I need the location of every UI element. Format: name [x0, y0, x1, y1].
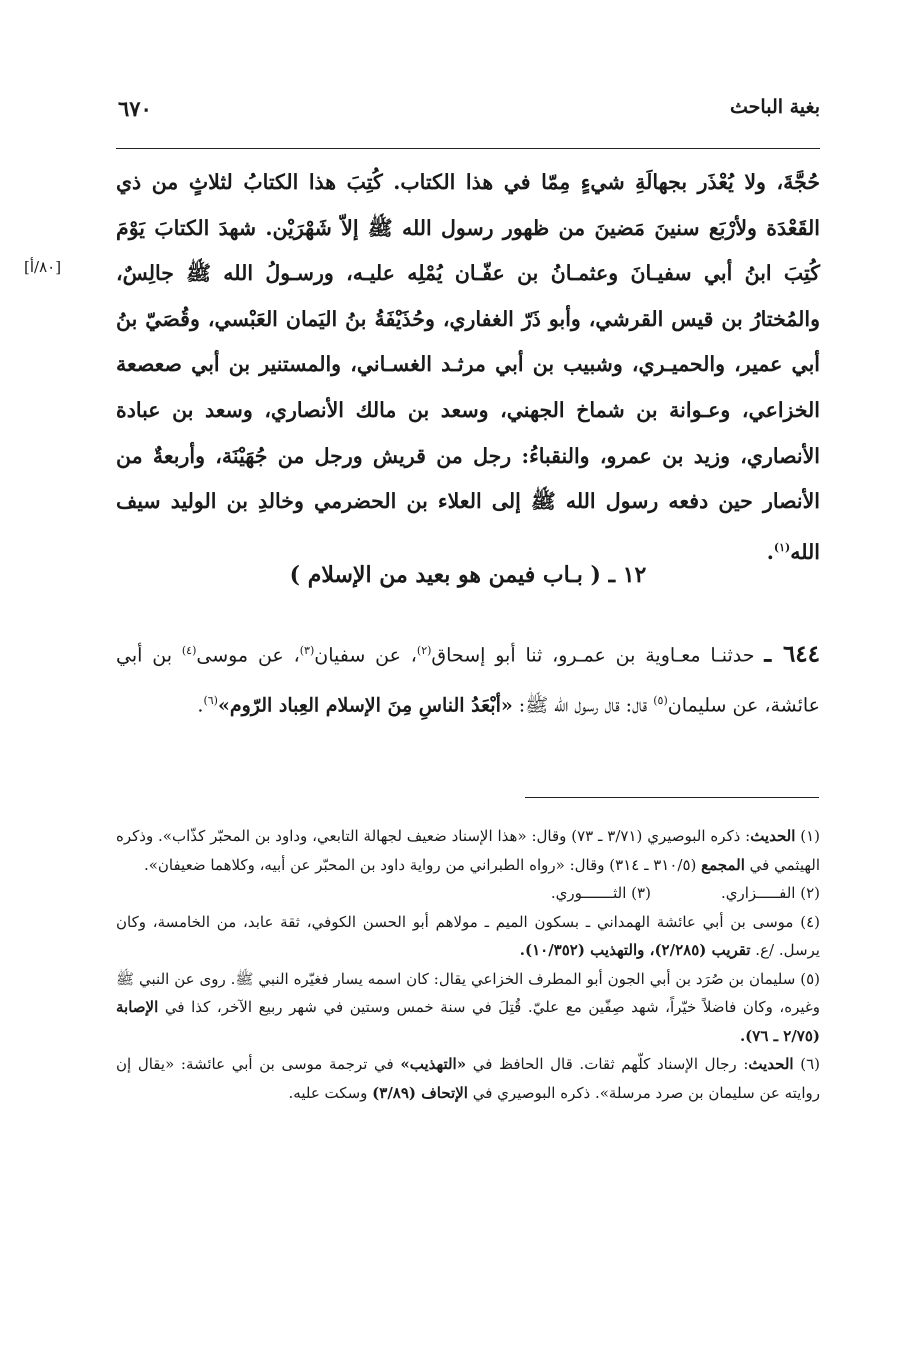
footnote-1-number: (١) [795, 827, 820, 845]
footnote-marker-4: (٤) [181, 644, 197, 657]
footnote-6-text-end: وسكت عليه. [288, 1083, 373, 1102]
footnote-6-source-2: الإتحاف (٣/٨٩) [372, 1083, 468, 1102]
footnote-1-keyword: الحديث [750, 827, 796, 845]
page-number: ٦٧٠ [118, 96, 152, 121]
footnote-2-3-row [116, 879, 820, 908]
margin-folio-reference: [٨٠/أ] [24, 258, 62, 276]
footnote-marker-2: (٢) [416, 644, 432, 657]
footnote-rule [525, 797, 819, 798]
hadith-end: . [197, 694, 204, 717]
body-text [116, 160, 820, 575]
footnote-1-text-end: (٣١٠/٥ ـ ٣١٤) وقال: «رواه الطبراني من رواية داود بن المحبّر عن أبيه، وكلاهما ضعيفان». [143, 855, 702, 874]
footnote-1 [116, 822, 820, 879]
hadith-chain-3: ، عن موسى [196, 644, 300, 667]
footnote-1-source: المجمع [701, 855, 745, 874]
footnote-3: (٣) الثـــــــوري. [550, 884, 651, 902]
footnote-marker-5: (٥) [653, 694, 668, 708]
hadith-chain-2: ، عن سفيان [314, 644, 417, 667]
hadith-number: ٦٤٤ ـ [764, 640, 820, 668]
body-paragraph: حُجَّةَ، ولا يُعْذَر بجهالَةِ شيءٍ مِمّا في هذا الكتاب. كُتِبَ هذا الكتابُ لثلاثٍ من ذي القَعْدَة ولأرْبَع سنينَ مَضينَ من ظهور رسول الله ﷺ إلاّ شَهْرَيْن. شهدَ الكتابَ يَوْمَ كُتِبَ ابنُ أبي سفيـانَ وعثمـانُ بن عفّـان يُمْلِه عليـه، ورسـولُ الله ﷺ جالِسٌ، والمُختارُ بن قيس القرشي، وأبو ذَرّ الغفاري، وحُذَيْفَةُ بنُ اليَمان العَبْسي، وقُصَيّ بنُ أبي عمير، والحميـري، وشبيب بن أبي مرثـد الغسـاني، والمستنير بن أبي صعصعة الخزاعي، وعـوانة بن شماخ الجهني، وسعد بن مالك الأنصاري، وسعد بن عبادة الأنصاري، وزيد بن عمرو، والنقباءُ: رجل من قريش ورجل من جُهَيْنَة، وأربعةٌ من الأنصار حين دفعه رسول الله ﷺ إلى العلاء بن الحضرمي وخالدِ بن الوليد سيف الله$^{(١)}$. [116, 170, 820, 564]
footnote-marker-6: (٦) [203, 694, 218, 708]
footnote-6 [116, 1050, 820, 1107]
header-rule [116, 148, 820, 149]
footnote-5 [116, 965, 820, 1051]
hadith-block [116, 628, 820, 729]
footnote-marker-1: (١) [773, 540, 791, 554]
footnote-6-keyword: الحديث [748, 1055, 794, 1073]
body-paragraph-text: حُجَّةَ، ولا يُعْذَر بجهالَةِ شيءٍ مِمّا في هذا الكتاب. كُتِبَ هذا الكتابُ لثلاثٍ من ذي القَعْدَة ولأرْبَع سنينَ مَضينَ من ظهور رسول الله ﷺ إلاّ شَهْرَيْن. شهدَ الكتابَ يَوْمَ كُتِبَ ابنُ أبي سفيـانَ وعثمـانُ بن عفّـان يُمْلِه عليـه، ورسـولُ الله ﷺ جالِسٌ، والمُختارُ بن قيس القرشي، وأبو ذَرّ الغفاري، وحُذَيْفَةُ بنُ اليَمان العَبْسي، وقُصَيّ بنُ أبي عمير، والحميـري، وشبيب بن أبي مرثـد الغسـاني، والمستنير بن أبي صعصعة الخزاعي، وعـوانة بن شماخ الجهني، وسعد بن مالك الأنصاري، وسعد بن عبادة الأنصاري، وزيد بن عمرو، والنقباءُ: رجل من قريش ورجل من جُهَيْنَة، وأربعةٌ من الأنصار حين دفعه رسول الله ﷺ إلى العلاء بن الحضرمي وخالدِ بن الوليد سيف الله [116, 170, 820, 564]
footnotes [116, 822, 820, 1107]
footnote-6-number: (٦) [793, 1055, 821, 1073]
hadith-chain-1: حدثنـا معـاوية بن عمـرو، ثنا أبو إسحاق [431, 644, 755, 667]
hadith-chain-4: بن أبي عائشة، عن سليمان [116, 644, 820, 717]
footnote-6-source-1: «التهذيب» [400, 1055, 467, 1073]
hadith-quote: «أبْعَدُ الناسِ مِنَ الإسلام العِباد الرّوم» [217, 694, 513, 717]
footnote-5-text: (٥) سليمان بن صُرَد بن أبي الجون أبو المطرف الخزاعي يقال: كان اسمه يسار فغيّره النبي ﷺ. روى عن النبي ﷺ وغيره، وكان فاضلاً خيّراً، شهد صِفّين مع عليّ. قُتِلَ في سنة خمس وستين في شهر ربيع الآخر، كذا في [116, 969, 820, 1016]
chapter-heading: ١٢ ـ ( بـاب فيمن هو بعيد من الإسلام ) [289, 562, 647, 588]
footnote-5-source: الإصابة (٢/٧٥ ـ ٧٦). [116, 998, 820, 1045]
footnote-1-text: : ذكره البوصيري (٣/٧١ ـ ٧٣) وقال: «هذا الإسناد ضعيف لجهالة التابعي، وداود بن المحبّر كذّاب». وذكره الهيثمي في [116, 827, 820, 874]
footnote-marker-3: (٣) [299, 644, 315, 657]
footnote-6-text-2: في ترجمة موسى بن أبي عائشة: «يقال إن روايته عن سليمان بن صرد مرسلة». ذكره البوصيري في [116, 1055, 820, 1102]
footnote-4 [116, 908, 820, 965]
footnote-4-source: تقريب (٢/٢٨٥)، والتهذيب (١٠/٣٥٢). [519, 941, 751, 959]
footnote-6-text: : رجال الإسناد كلّهم ثقات. قال الحافظ في [466, 1055, 749, 1073]
running-header-title: بغية الباحث [730, 96, 820, 118]
hadith-chain-5: قال: قال رسول الله ﷺ: [512, 694, 654, 717]
footnote-4-text: (٤) موسى بن أبي عائشة الهمداني ـ بسكون الميم ـ مولاهم أبو الحسن الكوفي، ثقة عابد، من الخامسة، وكان يرسل. /ع. [116, 912, 820, 959]
footnote-2: (٢) الفـــــزاري. [720, 884, 820, 902]
